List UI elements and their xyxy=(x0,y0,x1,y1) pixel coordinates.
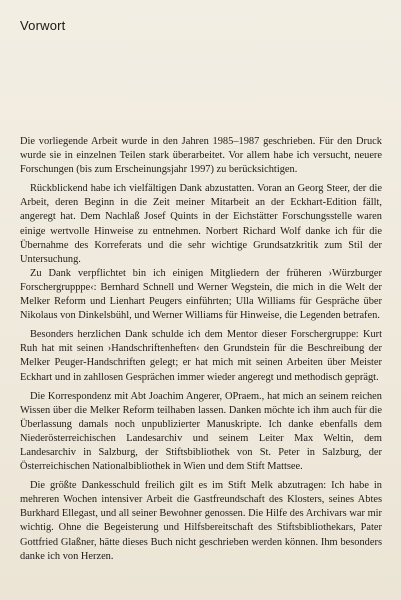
paragraph-2: Rückblickend habe ich vielfältigen Dank abzustatten. Voran an Georg Steer, der die Arbeit, deren Beginn in die Zeit meiner Mitarbeit an der Eckhart-Edition fällt, angeregt hat. Dem Nachlaß Josef Quints in der Eichstätter Forschungsstelle waren einige wertvolle Hinweise zu entnehmen. Norbert Richard Wolf danke ich für die Übernahme des Korreferats und die sehr wichtige Grundsatzkritik zum Stil der Untersuchung. xyxy=(20,183,382,265)
paragraph-5: Die Korrespondenz mit Abt Joachim Angerer, OPraem., hat mich an seinem reichen Wissen über die Melker Reform teilhaben lassen. Danken möchte ich ihm auch für die Überlassung damals noch unpublizierter Manuskripte. Ich danke ebenfalls dem Niederösterreichischen Landesarchiv und seinem Leiter Max Weltin, dem Landesarchiv in Salzburg, der Stiftsbibliothek von St. Peter in Salzburg, der Österreichischen Nationalbibliothek in Wien und dem Stift Mattsee. xyxy=(20,390,382,473)
paragraph-4: Besonders herzlichen Dank schulde ich dem Mentor dieser Forschergruppe: Kurt Ruh hat mit seinen ›Handschriftenheften‹ den Grundstein für die Beschreibung der Melker Peuger-Handschriften gelegt; er hat mich mit seinen Arbeiten über Meister Eckhart und in zahllosen Gesprächen immer wieder angeregt und methodisch geprägt. xyxy=(20,329,382,383)
paragraph-3: Zu Dank verpflichtet bin ich einigen Mitgliedern der früheren ›Würzburger Forschergrupppe‹: Bernhard Schnell und Werner Wegstein, die mich in die Welt der Melker Reform und Lienhart Peugers einführten; Ulla Williams für Gespräche über Nikolaus von Dinkelsbühl, und Werner Williams für Hinweise, die Legenden betrafen. xyxy=(20,267,382,322)
page-heading: Vorwort xyxy=(20,18,66,33)
preface-body xyxy=(20,135,382,569)
paragraph-6: Die größte Dankesschuld freilich gilt es im Stift Melk abzutragen: Ich habe in mehreren Wochen intensiver Arbeit die Gastfreundschaft des Klosters, seines Abtes Burkhard Ellegast, und all seiner Bewohner genossen. Die Hilfe des Archivars war mir wichtig. Ohne die Begeisterung und Hilfsbereitschaft des Stiftsbibliothekars, Pater Gottfried Glaßner, hätte dieses Buch nicht geschrieben werden können. Ihm besonders danke ich von Herzen. xyxy=(20,480,382,562)
paragraph-1: Die vorliegende Arbeit wurde in den Jahren 1985–1987 geschrieben. Für den Druck wurde sie in einzelnen Teilen stark überarbeitet. Vor allem habe ich versucht, neuere Forschungen (bis zum Erscheinungsjahr 1997) zu berücksichtigen. xyxy=(20,136,382,176)
